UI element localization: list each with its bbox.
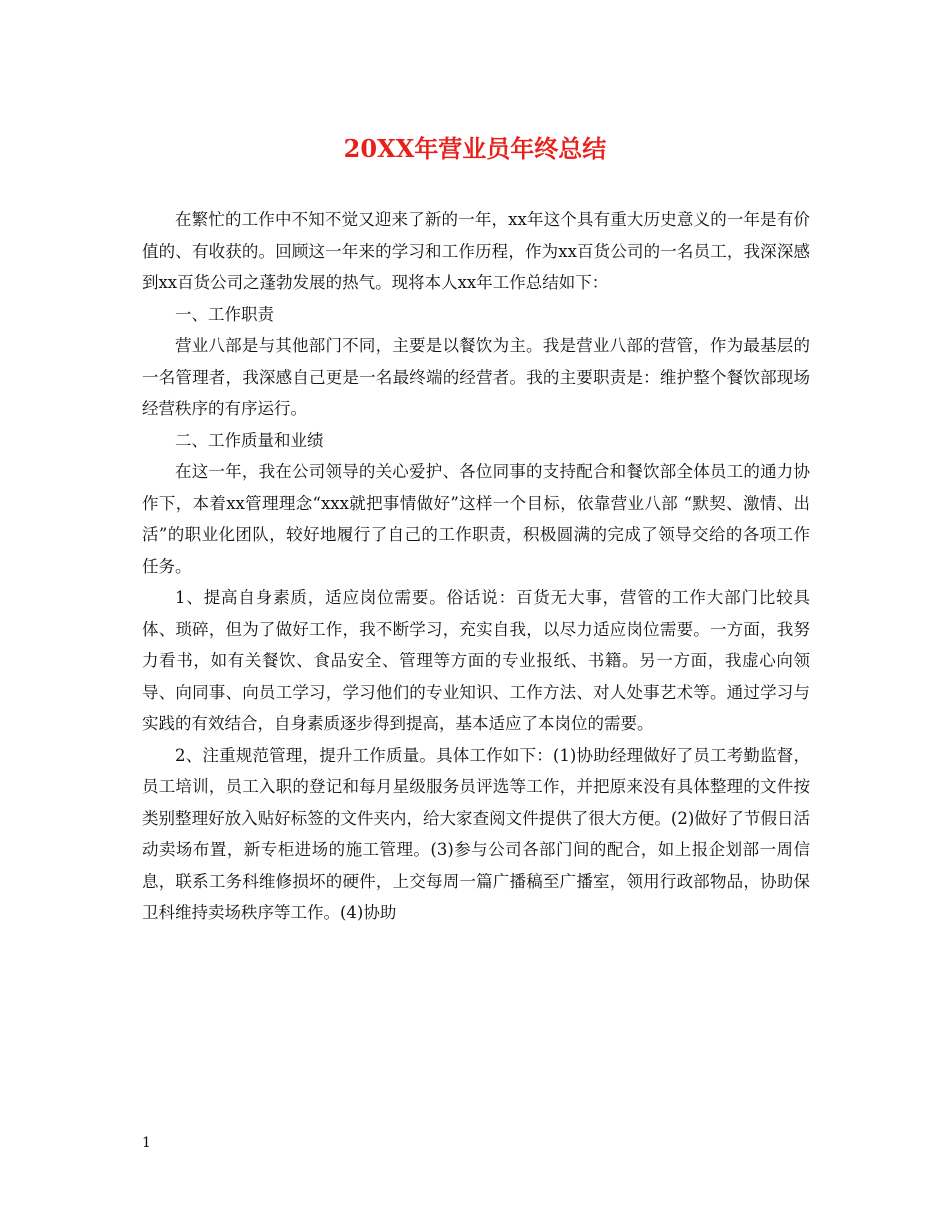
paragraph-intro: 在繁忙的工作中不知不觉又迎来了新的一年，xx年这个具有重大历史意义的一年是有价值的、有收获的。回顾这一年来的学习和工作历程，作为xx百货公司的一名员工，我深深感到xx百货公司之蓬勃发展的热气。现将本人xx年工作总结如下： [142, 210, 810, 292]
paragraph-performance: 在这一年，我在公司领导的关心爱护、各位同事的支持配合和餐饮部全体员工的通力协作下，本着xx管理理念“xxx就把事情做好”这样一个目标，依靠营业八部 “默契、激情、出活”的职业化团队，较好地履行了自己的工作职责，积极圆满的完成了领导交给的各项工作任务。 [142, 462, 810, 576]
paragraph-item-1: 1、提高自身素质，适应岗位需要。俗话说：百货无大事，营管的工作大部门比较具体、琐碎，但为了做好工作，我不断学习，充实自我，以尽力适应岗位需要。一方面，我努力看书，如有关餐饮、食品安全、管理等方面的专业报纸、书籍。另一方面，我虚心向领导、向同事、向员工学习，学习他们的专业知识、工作方法、对人处事艺术等。通过学习与实践的有效结合，自身素质逐步得到提高，基本适应了本岗位的需要。 [142, 588, 810, 733]
document-body [142, 204, 810, 929]
section-heading-duties: 一、工作职责 [175, 304, 274, 324]
paragraph-item-2: 2、注重规范管理，提升工作质量。具体工作如下：(1)协助经理做好了员工考勤监督，员工培训，员工入职的登记和每月星级服务员评选等工作，并把原来没有具体整理的文件按类别整理好放入贴好标签的文件夹内，给大家查阅文件提供了很大方便。(2)做好了节假日活动卖场布置，新专柜进场的施工管理。(3)参与公司各部门间的配合，如上报企划部一周信息，联系工务科维修损坏的硬件，上交每周一篇广播稿至广播室，领用行政部物品，协助保卫科维持卖场秩序等工作。(4)协助 [142, 745, 810, 922]
section-heading-performance: 二、工作质量和业绩 [175, 430, 324, 450]
document-title: 20XX年营业员年终总结 [343, 134, 607, 163]
page-number: 1 [142, 1135, 151, 1151]
paragraph-duties: 营业八部是与其他部门不同，主要是以餐饮为主。我是营业八部的营管，作为最基层的一名管理者，我深感自己更是一名最终端的经营者。我的主要职责是：维护整个餐饮部现场经营秩序的有序运行。 [142, 336, 810, 418]
